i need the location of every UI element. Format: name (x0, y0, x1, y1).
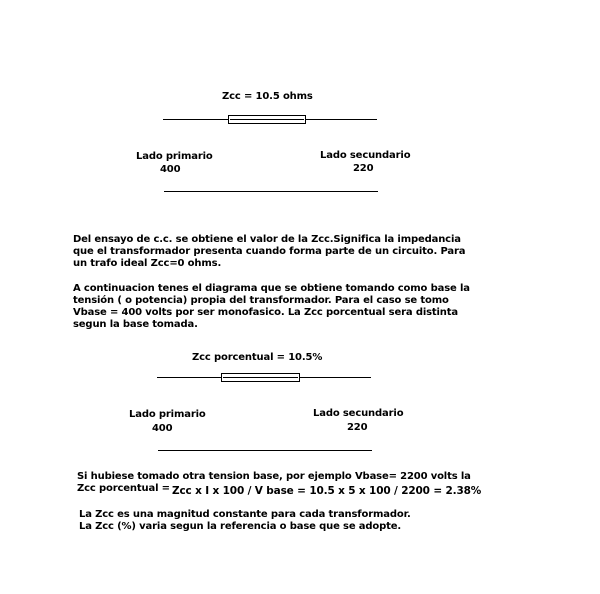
paragraph4-line: La Zcc es una magnitud constante para cada transformador. (79, 509, 411, 520)
diagram2-primary-value: 400 (152, 423, 173, 434)
paragraph3-line1: Si hubiese tomado otra tension base, por ejemplo Vbase= 2200 volts la (77, 471, 471, 482)
diagram2-secondary-label: Lado secundario (313, 408, 404, 419)
paragraph1-line: Del ensayo de c.c. se obtiene el valor de la Zcc.Significa la impedancia (73, 234, 461, 245)
paragraph3-prefix: Zcc porcentual = (77, 483, 170, 494)
diagram2-primary-label: Lado primario (129, 409, 206, 420)
paragraph2-line: Vbase = 400 volts por ser monofasico. La Zcc porcentual sera distinta (73, 307, 459, 318)
diagram1-title: Zcc = 10.5 ohms (222, 91, 313, 102)
paragraph2-line: segun la base tomada. (73, 319, 198, 330)
paragraph2-line: A continuacion tenes el diagrama que se obtiene tomando como base la (73, 283, 470, 294)
diagram2-title: Zcc porcentual = 10.5% (192, 352, 323, 363)
diagram1-bottom-wire (164, 191, 378, 192)
paragraph1 (73, 234, 465, 270)
diagram1-primary-label: Lado primario (136, 151, 213, 162)
paragraph4 (79, 509, 411, 534)
diagram2-impedance-symbol (221, 373, 300, 382)
diagram1-impedance-symbol (228, 115, 306, 124)
diagram2-bottom-wire (158, 450, 372, 451)
diagram2-secondary-value: 220 (347, 422, 368, 433)
paragraph3-formula: Zcc x I x 100 / V base = 10.5 x 5 x 100 / 2200 = 2.38% (172, 485, 482, 497)
paragraph2 (73, 283, 470, 331)
paragraph4-line: La Zcc (%) varia segun la referencia o base que se adopte. (79, 521, 402, 532)
paragraph1-line: que el transformador presenta cuando forma parte de un circuito. Para (73, 246, 466, 257)
diagram1-secondary-value: 220 (353, 163, 374, 174)
paragraph1-line: un trafo ideal Zcc=0 ohms. (73, 258, 222, 269)
diagram1-primary-value: 400 (160, 164, 181, 175)
paragraph2-line: tensión ( o potencia) propia del transformador. Para el caso se tomo (73, 295, 449, 306)
diagram1-secondary-label: Lado secundario (320, 150, 411, 161)
